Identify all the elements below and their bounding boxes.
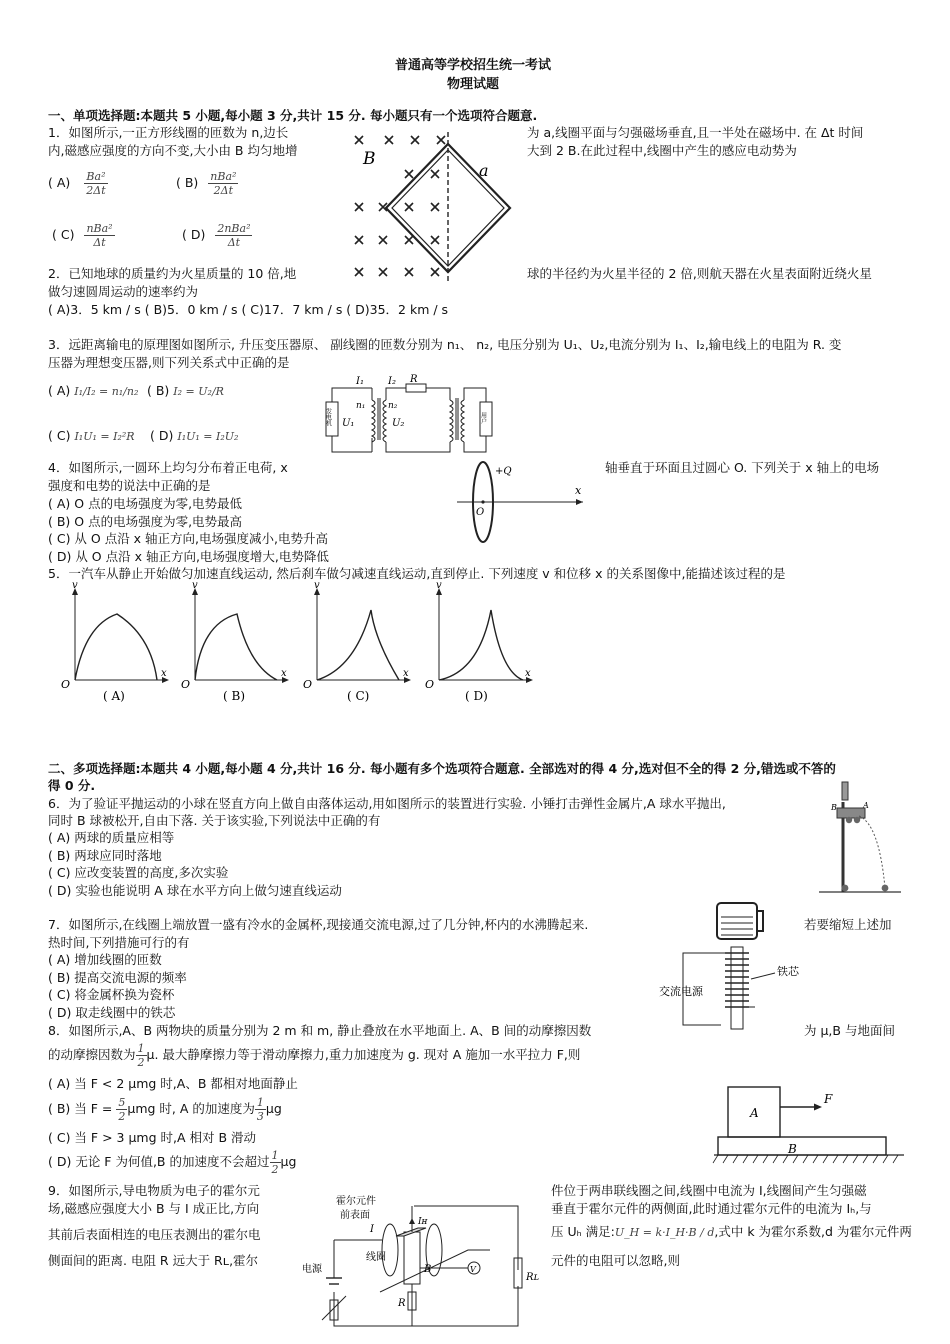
q8-option-a: ( A) 当 F < 2 μmg 时,A、B 都相对地面静止	[48, 1076, 298, 1091]
q4-option-b: ( B) O 点的电场强度为零,电势最高	[48, 514, 243, 529]
secondary-coil	[383, 400, 386, 442]
q9-line2-right: 垂直于霍尔元件的两侧面,此时通过霍尔元件的电流为 Iₕ,与	[551, 1201, 872, 1216]
q4-line1-left: 4．如图所示,一圆环上均匀分布着正电荷, x	[48, 460, 288, 475]
q1-option-b: ( B) $\frac{\text{nBa²}}{2\Delta t}$	[176, 170, 237, 197]
svg-text:v: v	[436, 580, 442, 591]
q1-option-a-fraction: $\frac{\text{Ba²}}{2\Delta t}$	[86, 170, 106, 197]
q2-options: ( A)3．5 km / s ( B)5．0 km / s ( C)17．7 km / s ( D)35．2 km / s	[48, 302, 449, 317]
graph-d	[425, 580, 533, 703]
svg-text:铁芯: 铁芯	[777, 965, 799, 978]
q4-figure	[455, 458, 590, 546]
svg-text:n₂: n₂	[388, 401, 398, 411]
q5-line1: 5．一汽车从静止开始做匀加速直线运动, 然后刹车做匀减速直线运动,直到停止. 下列速度 v 和位移 x 的关系图像中,能描述该过程的是	[48, 566, 786, 581]
svg-text:( D): ( D)	[465, 689, 488, 703]
svg-text:v: v	[72, 580, 78, 591]
primary-coil	[372, 400, 375, 442]
svg-text:I₁: I₁	[356, 376, 364, 387]
q3-figure	[322, 372, 502, 460]
q1-option-d: ( D) $\frac{\text{2nBa²}}{\Delta t}$	[182, 222, 251, 249]
q6-line1: 6．为了验证平抛运动的小球在竖直方向上做自由落体运动,用如图所示的装置进行实验. 小锤打击弹性金属片,A 球水平抛出,	[48, 796, 726, 811]
svg-text:B: B	[788, 1142, 797, 1156]
q2-line1-left: 2．已知地球的质量约为火星质量的 10 倍,地	[48, 266, 297, 281]
q6-figure	[815, 780, 905, 900]
q7-option-b: ( B) 提高交流电源的频率	[48, 970, 187, 985]
curve-b	[195, 614, 277, 680]
svg-text:线圈: 线圈	[366, 1252, 386, 1263]
q2-line2: 做匀速圆周运动的速率约为	[48, 284, 199, 299]
q3-line2: 压器为理想变压器,则下列关系式中正确的是	[48, 355, 290, 370]
q7-option-a: ( A) 增加线圈的匝数	[48, 952, 162, 967]
q1-line2-left: 内,磁感应强度的方向不变,大小由 B 均匀地增	[48, 143, 298, 158]
trajectory	[859, 816, 885, 888]
q3-option-d: ( D) I₁U₁ = I₂U₂	[150, 428, 239, 443]
svg-text:v: v	[314, 580, 320, 591]
svg-text:n₁: n₁	[356, 401, 366, 411]
q9-line2-left: 场,磁感应强度大小 B 与 I 成正比,方向	[48, 1201, 260, 1216]
q8-option-b: ( B) 当 F = $\frac{5}{2}$ μmg 时, A 的加速度为 $\frac{1}{3}$ μg	[48, 1096, 282, 1123]
hall-formula: U_H = k·I_H·B / d	[614, 1226, 715, 1239]
svg-text:F: F	[824, 1092, 833, 1106]
svg-text:( A): ( A)	[103, 689, 125, 703]
coil-left	[382, 1224, 398, 1276]
side-label: a	[479, 161, 489, 180]
q4-option-d: ( D) 从 O 点沿 x 轴正方向,电场强度增大,电势降低	[48, 549, 329, 564]
svg-text:O: O	[425, 678, 435, 691]
svg-text:R: R	[398, 1298, 406, 1309]
q1-option-b-fraction: $\frac{\text{nBa²}}{2\Delta t}$	[210, 170, 237, 197]
svg-text:U₂: U₂	[392, 418, 405, 429]
q7-figure	[655, 895, 805, 1035]
svg-text:发电机: 发电机	[324, 408, 332, 426]
svg-text:x: x	[403, 668, 409, 679]
q2-line1-right: 球的半径约为火星半径的 2 倍,则航天器在火星表面附近绕火星	[527, 266, 872, 281]
q7-line2: 热时间,下列措施可行的有	[48, 935, 190, 950]
svg-text:U₁: U₁	[342, 418, 355, 429]
q8-line2-fraction: $\frac{1}{2}$	[137, 1042, 145, 1069]
svg-text:+Q: +Q	[495, 466, 512, 477]
q8-option-b-fraction-1: $\frac{5}{2}$	[118, 1096, 126, 1123]
q9-figure	[300, 1188, 545, 1338]
q7-option-d: ( D) 取走线圈中的铁芯	[48, 1005, 176, 1020]
metal-cup	[717, 903, 757, 939]
q9-line4-left: 侧面间的距离. 电阻 R 远大于 Rʟ,霍尔	[48, 1253, 259, 1268]
q1-option-c-fraction: $\frac{\text{nBa²}}{\Delta t}$	[86, 222, 113, 249]
curve-c	[317, 610, 399, 680]
block-b	[718, 1137, 886, 1155]
q5-graphs	[55, 580, 545, 708]
svg-text:I₂: I₂	[388, 376, 396, 387]
q8-line1-right: 为 μ,B 与地面间	[804, 1023, 895, 1038]
q6-option-b: ( B) 两球应同时落地	[48, 848, 162, 863]
q8-figure	[712, 1085, 907, 1167]
q9-line4-right: 元件的电阻可以忽略,则	[551, 1253, 680, 1268]
q3-option-b: ( B) I₂ = U₂/R	[147, 383, 224, 398]
section2-heading-line1: 二、多项选择题:本题共 4 小题,每小题 4 分,共计 16 分. 每小题有多个选项符合题意. 全部选对的得 4 分,选对但不全的得 2 分,错选或不答的	[48, 761, 836, 776]
q1-option-c: ( C) $\frac{\text{nBa²}}{\Delta t}$	[52, 222, 113, 249]
graph-c	[303, 580, 411, 703]
svg-text:( B): ( B)	[223, 689, 245, 703]
q8-option-b-fraction-2: $\frac{1}{3}$	[256, 1096, 264, 1123]
q6-option-a: ( A) 两球的质量应相等	[48, 830, 175, 845]
q7-line1-right: 若要缩短上述加	[804, 917, 892, 932]
svg-text:交流电源: 交流电源	[659, 985, 703, 998]
q3-option-c: ( C) I₁U₁ = I₂²R	[48, 428, 135, 443]
section2-heading-line2: 得 0 分.	[48, 778, 96, 793]
svg-text:B: B	[831, 803, 837, 812]
curve-a	[75, 614, 157, 680]
q4-option-c: ( C) 从 O 点沿 x 轴正方向,电场强度减小,电势升高	[48, 531, 329, 546]
svg-text:O: O	[303, 678, 313, 691]
q6-line2: 同时 B 球被松开,自由下落. 关于该实验,下列说法中正确的有	[48, 813, 381, 828]
hammer	[842, 782, 848, 800]
q1-line1-left: 1．如图所示,一正方形线圈的匝数为 n,边长	[48, 125, 289, 140]
q6-option-d: ( D) 实验也能说明 A 球在水平方向上做匀速直线运动	[48, 883, 342, 898]
svg-text:Rʟ: Rʟ	[526, 1272, 539, 1283]
q4-line1-right: 轴垂直于环面且过圆心 O. 下列关于 x 轴上的电场	[605, 460, 880, 475]
svg-text:电源: 电源	[302, 1264, 322, 1275]
svg-text:A: A	[750, 1106, 759, 1120]
field-label: B	[363, 149, 376, 169]
q8-option-c: ( C) 当 F > 3 μmg 时,A 相对 B 滑动	[48, 1130, 256, 1145]
svg-text:x: x	[575, 484, 582, 497]
graph-a	[61, 580, 169, 703]
svg-text:x: x	[525, 668, 531, 679]
q7-option-c: ( C) 将金属杯换为瓷杯	[48, 987, 175, 1002]
section1-heading: 一、单项选择题:本题共 5 小题,每小题 3 分,共计 15 分. 每小题只有一个选项符合题意.	[48, 108, 538, 123]
q9-line3-right: 压 Uₕ 满足:U_H = k·I_H·B / d,式中 k 为霍尔系数,d 为霍尔元件两	[551, 1224, 912, 1239]
svg-text:O: O	[476, 507, 485, 518]
q6-option-c: ( C) 应改变装置的高度,多次实验	[48, 865, 229, 880]
svg-text:A: A	[863, 801, 869, 810]
graph-b	[181, 580, 289, 703]
svg-text:R: R	[410, 374, 418, 385]
svg-text:I: I	[370, 1224, 374, 1235]
q9-line1-left: 9．如图所示,导电物质为电子的霍尔元	[48, 1183, 260, 1198]
q8-option-d: ( D) 无论 F 为何值,B 的加速度不会超过 $\frac{1}{2}$ μg	[48, 1149, 297, 1176]
svg-text:前表面: 前表面	[340, 1210, 370, 1221]
q7-line1-left: 7．如图所示,在线圈上端放置一盛有冷水的金属杯,现接通交流电源,过了几分钟,杯内的水沸腾起来.	[48, 917, 589, 932]
svg-text:Iʜ: Iʜ	[418, 1217, 428, 1227]
page-title: 普通高等学校招生统一考试	[395, 58, 552, 73]
svg-text:x: x	[281, 668, 287, 679]
q9-line3-left: 其前后表面相连的电压表测出的霍尔电	[48, 1227, 261, 1242]
svg-text:x: x	[161, 668, 167, 679]
svg-text:V: V	[470, 1265, 476, 1274]
svg-text:霍尔元件: 霍尔元件	[336, 1196, 376, 1207]
q8-line2: 的动摩擦因数为 $\frac{1}{2}$ μ. 最大静摩擦力等于滑动摩擦力,重力加速度为 g. 现对 A 施加一水平拉力 F,则	[48, 1042, 581, 1069]
curve-d	[439, 610, 523, 680]
q1-figure	[345, 128, 520, 288]
q4-option-a: ( A) O 点的电场强度为零,电势最低	[48, 496, 243, 511]
svg-text:v: v	[192, 580, 198, 591]
svg-text:B: B	[424, 1264, 432, 1275]
svg-text:( C): ( C)	[347, 689, 370, 703]
line-resistor	[406, 384, 426, 392]
q1-line2-right: 大到 2 B.在此过程中,线圈中产生的感应电动势为	[527, 143, 797, 158]
q8-line1-left: 8．如图所示,A、B 两物块的质量分别为 2 m 和 m, 静止叠放在水平地面上. A、B 间的动摩擦因数	[48, 1023, 592, 1038]
q8-option-d-fraction: $\frac{1}{2}$	[271, 1149, 279, 1176]
q4-line2: 强度和电势的说法中正确的是	[48, 478, 211, 493]
q9-line1-right: 件位于两串联线圈之间,线圈中电流为 I,线圈间产生匀强磁	[551, 1183, 867, 1198]
q3-option-a: ( A) I₁/I₂ = n₁/n₂	[48, 383, 139, 398]
svg-text:O: O	[181, 678, 191, 691]
q1-line1-right: 为 a,线圈平面与匀强磁场垂直,且一半处在磁场中. 在 Δt 时间	[527, 125, 864, 140]
q1-option-d-fraction: $\frac{\text{2nBa²}}{\Delta t}$	[217, 222, 251, 249]
q1-option-a: ( A) $\frac{\text{Ba²}}{2\Delta t}$	[48, 170, 106, 197]
svg-text:O: O	[61, 678, 71, 691]
q3-line1: 3．远距离输电的原理图如图所示, 升压变压器原、 副线圈的匝数分别为 n₁、 n₂, 电压分别为 U₁、U₂,电流分别为 I₁、I₂,输电线上的电阻为 R. 变	[48, 337, 842, 352]
svg-text:用户: 用户	[479, 412, 487, 424]
page-subtitle: 物理试题	[447, 77, 500, 92]
